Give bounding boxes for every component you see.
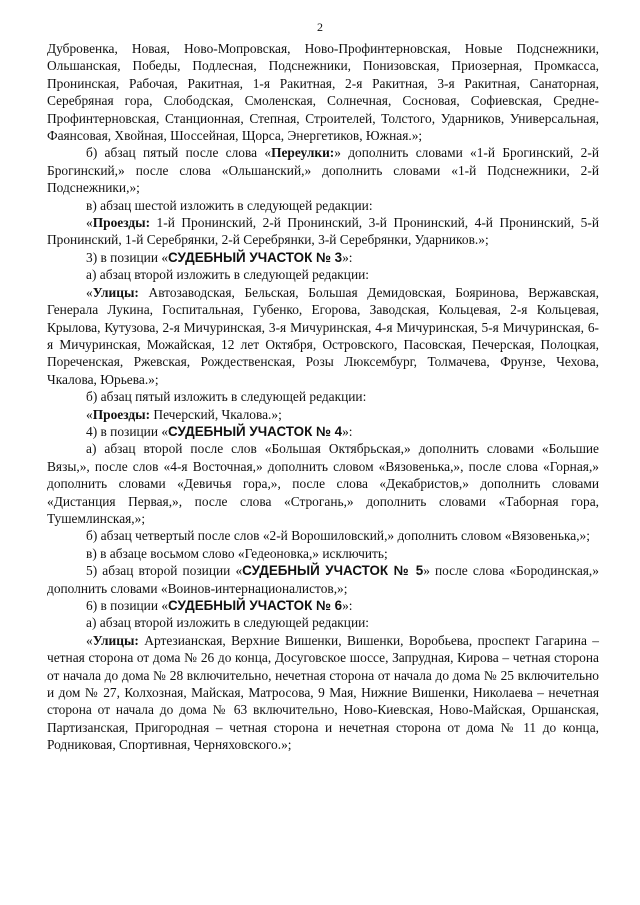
page-number: 2 [317,20,323,34]
paragraph-text: Автозаводская, Бельская, Большая Демидовская, Бояринова, Вержавская, Генерала Лукина, Госпитальная, Губенко, Егорова, Заводская, Кольцевая, 2-я Кольцевая, Крылова, Кутузова, 2-я Мичуринская, 3-я Мичуринская, 4-я Мичуринская, 5-я Мичуринская, 6-я Мичуринская, Можайская, 12 лет Октября, Островского, Пасовская, Печерская, Полоцкая, Пореченская, Ржевская, Рождественская, Розы Люксембург, Толмачева, Фрунзе, Чехова, Чкалова, Юрьева.»; [47,284,599,387]
paragraph [47,197,599,214]
paragraph [47,545,599,562]
section-heading: СУДЕБНЫЙ УЧАСТОК № 4 [168,423,343,439]
paragraph [47,40,599,144]
paragraph [47,562,599,597]
paragraph [47,144,599,196]
paragraph-text: в) в абзаце восьмом слово «Гедеоновка,» исключить; [86,545,388,561]
bold-label: Проезды: [92,215,151,231]
paragraph [47,423,599,440]
paragraph-text: »: [342,249,353,265]
paragraph-text: 6) в позиции « [86,598,169,613]
paragraph-text: а) абзац второй изложить в следующей редакции: [86,615,370,631]
bold-label: Улицы: [92,632,139,648]
paragraph [47,284,599,388]
paragraph-text: « [86,632,93,648]
section-heading: СУДЕБНЫЙ УЧАСТОК № 5 [242,563,424,579]
paragraph-text: »: [342,423,353,439]
paragraph-text: 4) в позиции « [86,423,169,439]
paragraph-text: Печерский, Чкалова.»; [150,406,282,422]
paragraph-text: б) абзац пятый после слова « [86,145,272,161]
paragraph-text: Дубровенка, Новая, Ново-Мопровская, Ново-Профинтерновская, Новые Подснежники, Ольшанская, Победы, Подлесная, Подснежники, Понизовская, Приозерная, Промкасса, Пронинская, Рабочая, Ракитная, 1-я Ракитная, 2-я Ракитная, 3-я Ракитная, Санаторная, Серебряная гора, Слободская, Смоленская, Солнечная, Сосновая, Софиевская, Средне-Профинтерновская, Станционная, Степная, Строителей, Толстого, Ударников, Универсальная, Фаянсовая, Хвойная, Шоссейная, Щорса, Энергетиков, Южная.»; [47,41,599,144]
paragraph-text: Артезианская, Верхние Вишенки, Вишенки, Воробьева, проспект Гагарина – четная сторона от дома № 26 до конца, Досуговское шоссе, Запрудная, Кирова – четная сторона от начала до дома № 28 включительно, нечетная сторона от начала до дома № 25 включительно и дом № 27, Колхозная, Майская, Матросова, 9 Мая, Нижние Вишенки, Николаева – нечетная сторона от начала до дома № 63 включительно, Ново-Киевская, Ново-Майская, Оршанская, Партизанская, Пригородная – четная сторона и нечетная сторона от дома № 11 до конца, Родниковая, Спортивная, Черняховского.»; [47,632,599,753]
document-body [47,40,599,754]
paragraph [47,597,599,614]
paragraph [47,440,599,527]
paragraph [47,614,599,631]
bold-label: Улицы: [92,284,139,300]
paragraph-text: а) абзац второй после слов «Большая Октябрьская,» дополнить словами «Большие Вязы,», после слов «4-я Восточная,» дополнить словом «Вязовенька,», после слова «Горная,» дополнить словами «Девичья гора,», после слова «Декабристов,» дополнить словами «Дистанция Первая,», после слова «Строгань,» дополнить словами «Таборная гора, Тушемлинская,»; [47,441,599,526]
paragraph-text: » после слова «Бородинская,» дополнить словами «Воинов-интернационалистов,»; [47,563,599,596]
paragraph-text: 3) в позиции « [86,249,169,265]
paragraph-text: а) абзац второй изложить в следующей редакции: [86,267,370,283]
paragraph [47,266,599,283]
paragraph-text: « [86,406,93,422]
bold-label: Переулки: [271,145,335,161]
section-heading: СУДЕБНЫЙ УЧАСТОК № 3 [168,249,343,265]
paragraph-text: « [86,215,93,231]
bold-label: Проезды: [92,406,151,422]
paragraph-text: 1-й Пронинский, 2-й Пронинский, 3-й Пронинский, 4-й Пронинский, 5-й Пронинский, 1-й Серебрянки, 2-й Серебрянки, 3-й Серебрянки, Ударников.»; [47,215,599,248]
paragraph [47,388,599,405]
paragraph-text: »: [342,598,353,613]
paragraph [47,632,599,754]
paragraph-text: б) абзац пятый изложить в следующей редакции: [86,389,367,405]
paragraph [47,249,599,266]
paragraph [47,214,599,249]
paragraph [47,527,599,544]
paragraph-text: 5) абзац второй позиции « [86,563,243,579]
paragraph-text: б) абзац четвертый после слов «2-й Ворошиловский,» дополнить словом «Вязовенька,»; [86,528,590,544]
section-heading: СУДЕБНЫЙ УЧАСТОК № 6 [168,598,343,613]
paragraph-text: « [86,284,93,300]
paragraph-text: в) абзац шестой изложить в следующей редакции: [86,197,373,213]
paragraph [47,406,599,423]
paragraph-text: » дополнить словами «1-й Брогинский, 2-й Брогинский,» после слова «Ольшанский,» дополнить словами «1-й Подснежники, 2-й Подснежники,»; [47,145,599,196]
